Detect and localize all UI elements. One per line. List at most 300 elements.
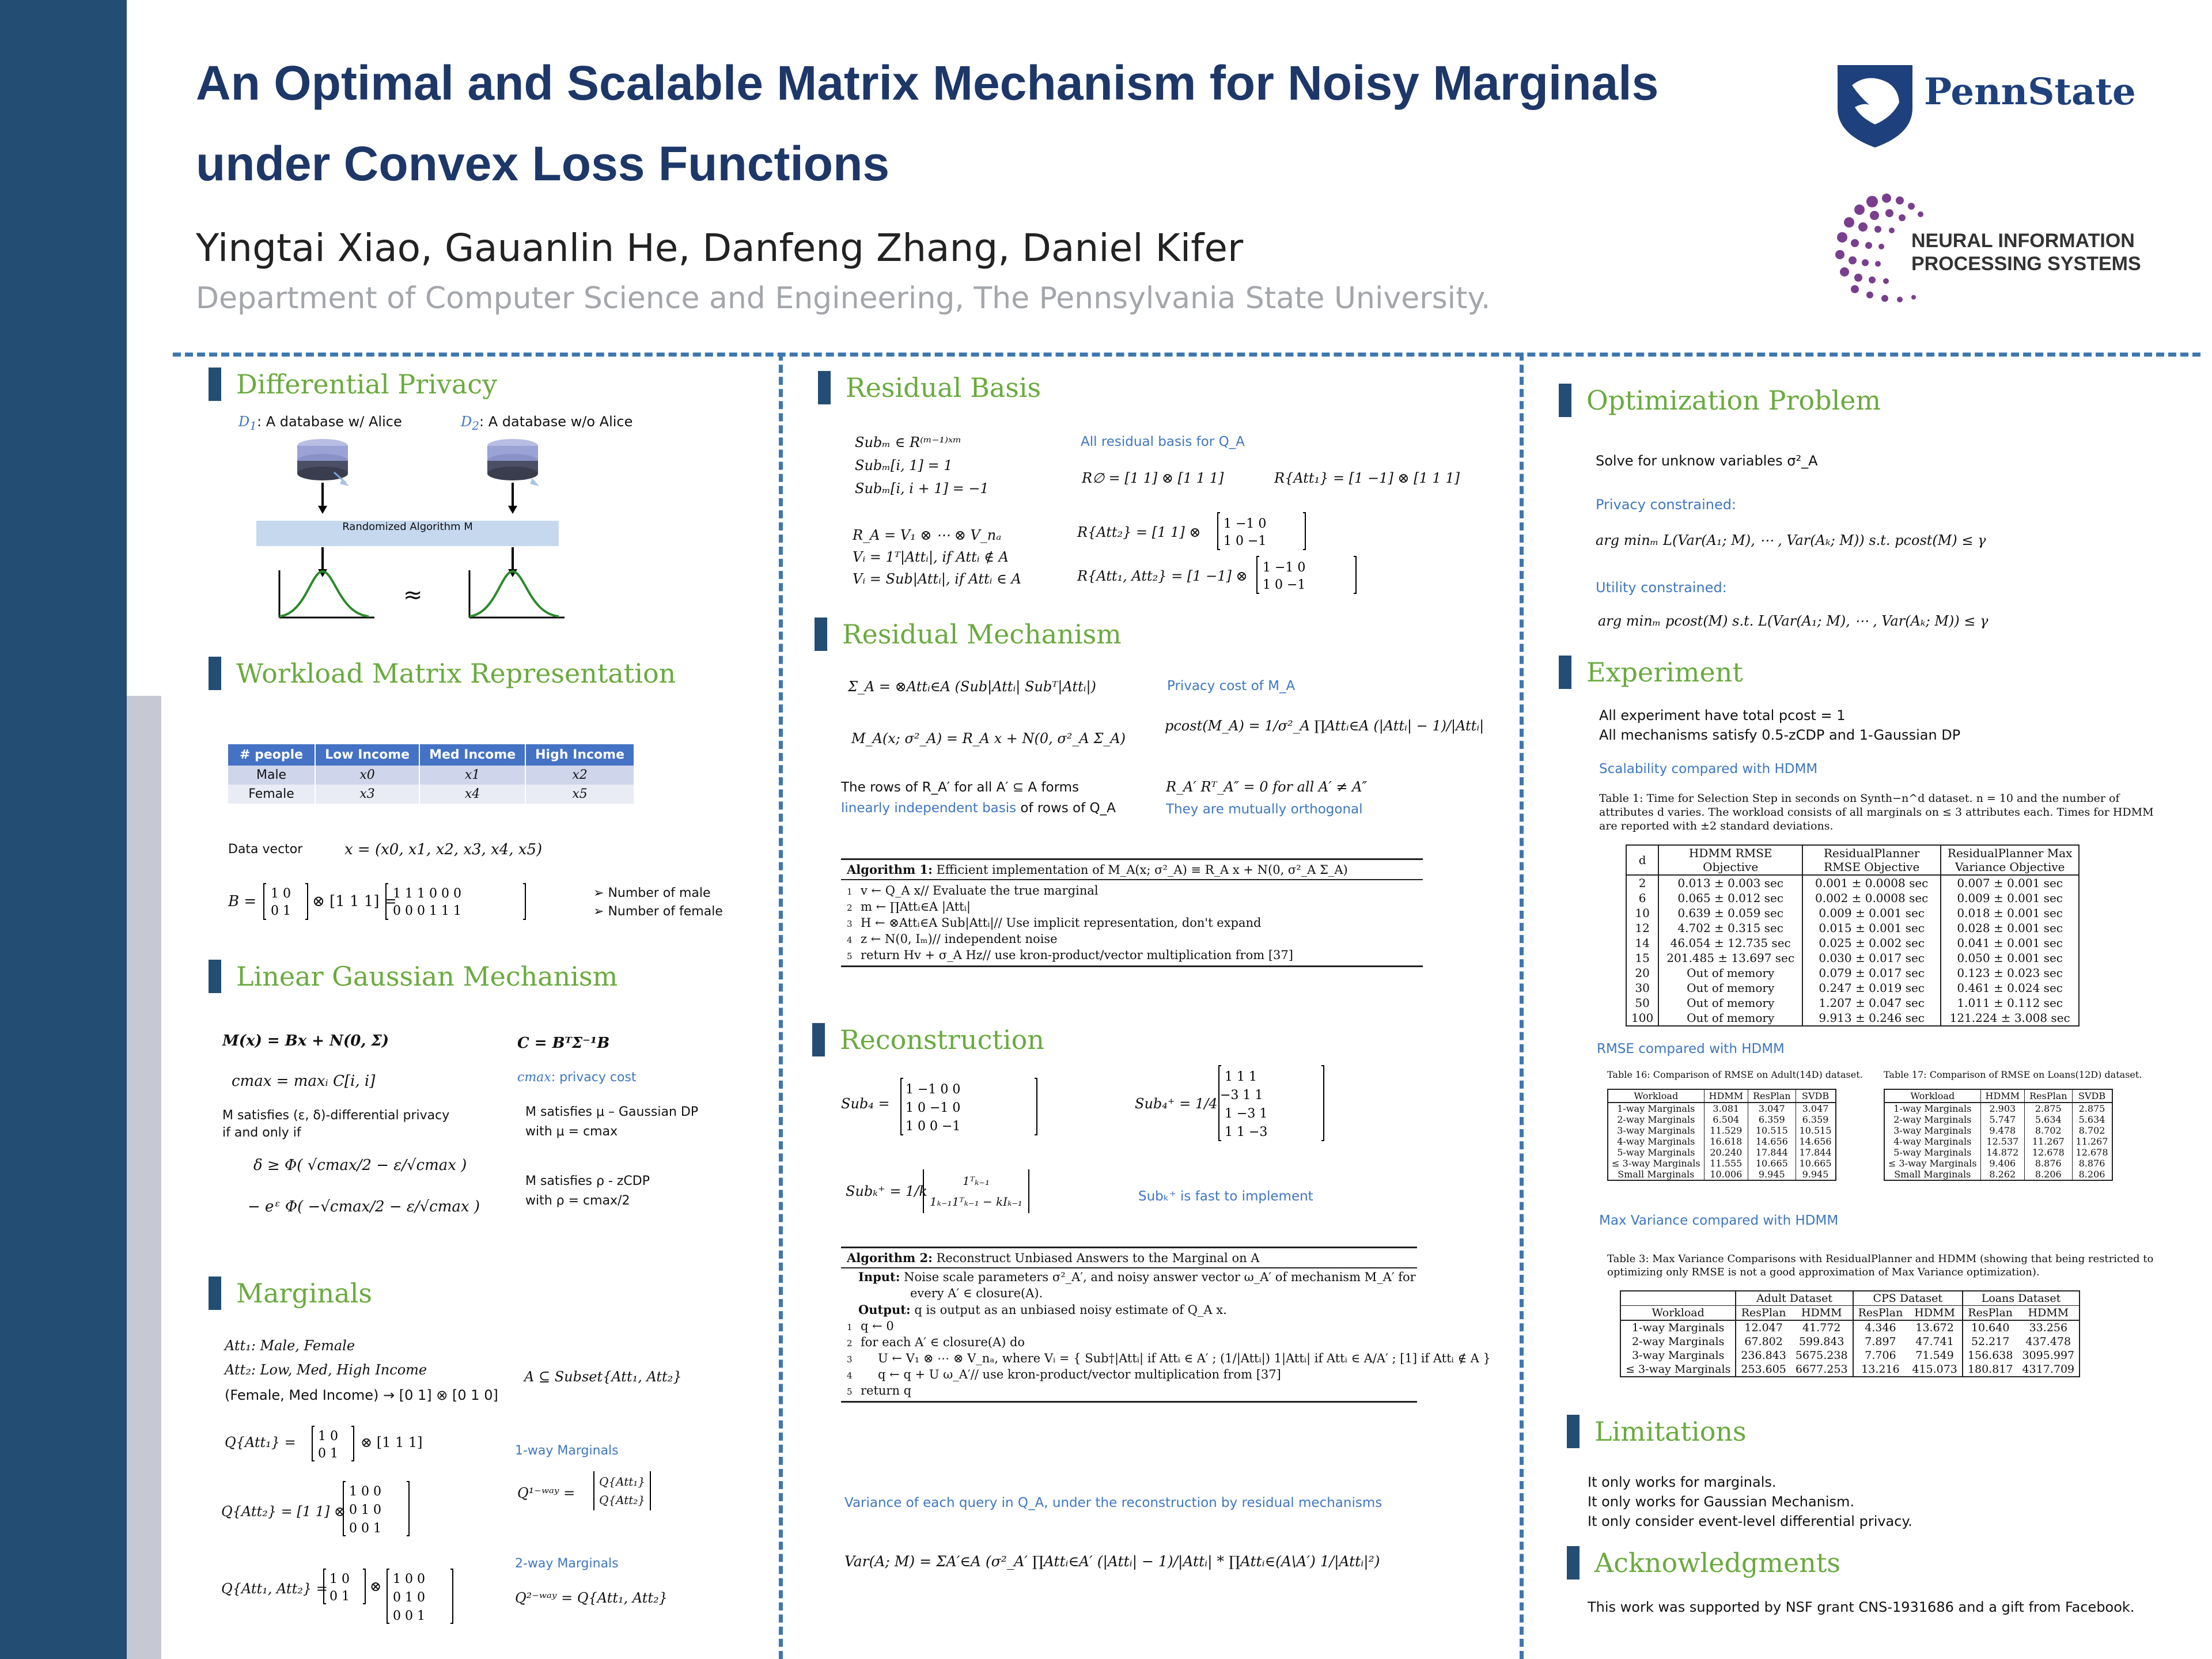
table-header-cell: ResPlan bbox=[1968, 1306, 2013, 1319]
algo2-output-label: Output: bbox=[858, 1302, 911, 1317]
utility-constrained-eq: arg minₘ pcost(M) s.t. L(Var(A₁; M), ⋯ , Var(Aₖ; M)) ≤ γ bbox=[1598, 613, 1988, 629]
svg-text:1 0 0 −1: 1 0 0 −1 bbox=[906, 1119, 961, 1134]
algo2-input: Noise scale parameters σ²_A′, and noisy answer vector ω_A′ of mechanism M_A′ for bbox=[900, 1270, 1416, 1284]
svg-text:1 0: 1 0 bbox=[329, 1572, 350, 1586]
pennstate-logo bbox=[1835, 62, 1915, 151]
d1-text: : A database w/ Alice bbox=[256, 414, 402, 430]
affiliation: Department of Computer Science and Engineering, The Pennsylvania State University. bbox=[196, 281, 1491, 316]
table-header-cell: HDMM bbox=[2028, 1306, 2069, 1319]
r-att12-eq: R{Att₁, Att₂} = [1 −1] ⊗ bbox=[1077, 568, 1248, 584]
section-marker bbox=[209, 368, 221, 401]
table-cell: 10.665 bbox=[1748, 1158, 1796, 1169]
table-cell: 9.406 bbox=[1980, 1158, 2025, 1169]
table-cell: 8.262 bbox=[1980, 1169, 2025, 1180]
workload-table bbox=[228, 744, 634, 804]
cmax-note-text: : privacy cost bbox=[551, 1070, 637, 1085]
section-lgm bbox=[209, 960, 618, 993]
table-cell: 0.065 ± 0.012 sec bbox=[1658, 891, 1802, 906]
table-cell: 1-way Marginals bbox=[1884, 1103, 1980, 1114]
algo-line-code: m ← ∏Attᵢ∈A |Attᵢ| bbox=[861, 900, 971, 914]
cmax-eq: cmax = maxᵢ C[i, i] bbox=[232, 1073, 376, 1090]
section-title: Reconstruction bbox=[840, 1024, 1044, 1055]
table-row bbox=[1620, 1349, 2080, 1362]
table-cell: Out of memory bbox=[1658, 995, 1802, 1010]
table-cell: 0.030 ± 0.017 sec bbox=[1802, 950, 1941, 965]
table-cell: 0.001 ± 0.0008 sec bbox=[1802, 875, 1941, 891]
orth-eq: R_A′ Rᵀ_A″ = 0 for all A′ ≠ A″ bbox=[1166, 779, 1368, 795]
table-cell: 415.073 bbox=[1907, 1362, 1963, 1377]
table-cell: 0.009 ± 0.001 sec bbox=[1957, 891, 2063, 905]
table-cell: 0.461 ± 0.024 sec bbox=[1957, 981, 2063, 995]
table3-header bbox=[1620, 1291, 2080, 1320]
algo-line-number: 5 bbox=[847, 951, 853, 961]
table-row bbox=[1620, 1362, 2080, 1377]
data-vector-label: Data vector bbox=[228, 842, 303, 857]
table-cell: 2.875 bbox=[2078, 1103, 2105, 1114]
svg-text:1 0 −1: 1 0 −1 bbox=[1263, 578, 1306, 592]
table-cell: 1.207 ± 0.047 sec bbox=[1802, 995, 1941, 1010]
table-header-cell: Low Income bbox=[315, 744, 419, 766]
table-cell: 156.638 bbox=[1967, 1349, 2013, 1362]
table-row bbox=[1626, 965, 2079, 980]
table-cell: 0.639 ± 0.059 sec bbox=[1658, 906, 1802, 921]
lin-indep-label: linearly independent basis bbox=[841, 801, 1017, 816]
table-cell: 8.206 bbox=[2078, 1169, 2105, 1180]
table-cell: 6677.253 bbox=[1791, 1362, 1853, 1377]
one-way-row: Q{Att₂} bbox=[599, 1493, 646, 1507]
table-cell: 14.656 bbox=[1748, 1136, 1796, 1147]
algo1-lines bbox=[841, 880, 1423, 965]
sub-definition bbox=[855, 431, 989, 500]
algo2-input-label: Input: bbox=[858, 1270, 900, 1284]
svg-text:0 1 0: 0 1 0 bbox=[349, 1503, 381, 1517]
d2-label bbox=[461, 414, 632, 433]
table-cell: 6 bbox=[1626, 891, 1658, 906]
bullet-text: Number of female bbox=[608, 904, 723, 919]
table-row bbox=[228, 785, 634, 804]
table-cell: x0 bbox=[315, 766, 419, 785]
table-header-cell: HDMM RMSE Objective bbox=[1658, 845, 1802, 875]
scalability-label: Scalability compared with HDMM bbox=[1599, 762, 1818, 777]
q-att12-lhs: Q{Att₁, Att₂} = bbox=[221, 1581, 328, 1597]
table-cell: 8.702 bbox=[2025, 1125, 2072, 1136]
svg-text:1 0 0: 1 0 0 bbox=[349, 1484, 381, 1499]
randomized-algorithm-label: Randomized Algorithm M bbox=[342, 521, 473, 533]
table-cell: 4-way Marginals bbox=[1608, 1136, 1704, 1147]
table-cell: 10.665 bbox=[1799, 1158, 1832, 1169]
table16-body bbox=[1608, 1103, 1836, 1180]
ra-line: R_A = V₁ ⊗ ⋯ ⊗ V_nₐ bbox=[853, 527, 1002, 543]
r-att2-matrix bbox=[1217, 512, 1309, 552]
table-header-cell: # people bbox=[228, 744, 315, 766]
table3-group: Adult Dataset bbox=[1736, 1291, 1853, 1306]
table-row bbox=[1608, 1125, 1836, 1136]
table-cell: 9.478 bbox=[1980, 1125, 2025, 1136]
table-cell: 17.844 bbox=[1748, 1147, 1796, 1158]
table-header-cell: ResPlan bbox=[1741, 1306, 1786, 1319]
table-cell: 0.007 ± 0.001 sec bbox=[1957, 876, 2063, 890]
table-cell: 13.672 bbox=[1907, 1320, 1963, 1335]
svg-text:0 0 1: 0 0 1 bbox=[349, 1521, 381, 1536]
column-divider-2 bbox=[1520, 353, 1524, 1659]
subk-plus-lhs: Subₖ⁺ = 1/k bbox=[846, 1183, 927, 1199]
table-cell: 1.011 ± 0.112 sec bbox=[1957, 996, 2063, 1010]
table-cell: Out of memory bbox=[1658, 980, 1802, 995]
table-cell: 10.006 bbox=[1704, 1169, 1748, 1180]
table-cell: 3.081 bbox=[1704, 1103, 1748, 1114]
table-header-cell: d bbox=[1626, 845, 1658, 875]
sub4plus-lhs: Sub₄⁺ = 1/4 bbox=[1135, 1096, 1218, 1112]
table-cell: 0.247 ± 0.019 sec bbox=[1802, 980, 1941, 995]
table-cell: 3.047 bbox=[1748, 1103, 1796, 1114]
table-cell: 6.504 bbox=[1704, 1114, 1748, 1125]
all-residual-label: All residual basis for Q_A bbox=[1081, 434, 1245, 449]
table-cell: ≤ 3-way Marginals bbox=[1884, 1158, 1980, 1169]
cmax-note bbox=[517, 1070, 637, 1085]
pennstate-wordmark: PennState bbox=[1924, 70, 2136, 113]
utility-constrained-label: Utility constrained: bbox=[1596, 579, 1727, 596]
privacy-constrained-label: Privacy constrained: bbox=[1596, 497, 1737, 513]
algo-line-number: 5 bbox=[847, 1387, 853, 1397]
table-cell: 9.913 ± 0.246 sec bbox=[1802, 1010, 1941, 1026]
section-limitations bbox=[1567, 1415, 1747, 1448]
table-cell: Out of memory bbox=[1658, 965, 1802, 980]
section-title: Acknowledgments bbox=[1594, 1547, 1840, 1578]
subk-plus-matrix bbox=[923, 1169, 1029, 1213]
algo-line-code: q ← q + U ω_A′// use kron-product/vector multiplication from [37] bbox=[878, 1368, 1281, 1381]
table-cell: 2 bbox=[1626, 875, 1658, 891]
table-cell: 14.656 bbox=[1799, 1136, 1832, 1147]
table1 bbox=[1626, 844, 2080, 1027]
algo2-input2: every A′ ∈ closure(A). bbox=[910, 1286, 1043, 1300]
zcdp-line1: M satisfies ρ - zCDP bbox=[525, 1174, 650, 1188]
bullet-male bbox=[593, 886, 711, 900]
table-row bbox=[1626, 875, 2079, 891]
arrow-bullet-icon: ➢ bbox=[593, 904, 608, 919]
data-vector-eq: x = (x0, x1, x2, x3, x4, x5) bbox=[344, 841, 543, 858]
section-marker bbox=[1559, 384, 1571, 417]
algo-line-number: 1 bbox=[847, 1322, 853, 1332]
table-row bbox=[1626, 980, 2079, 995]
algo-line-code: return Hv + σ_A Hz// use kron-product/vector multiplication from [37] bbox=[861, 948, 1293, 962]
svg-text:1 −1 0 0: 1 −1 0 0 bbox=[906, 1082, 961, 1097]
table3 bbox=[1620, 1290, 2080, 1377]
table-cell: 17.844 bbox=[1799, 1147, 1832, 1158]
table-row bbox=[1626, 1010, 2079, 1026]
table-cell: 30 bbox=[1626, 980, 1658, 995]
table-cell: 4-way Marginals bbox=[1884, 1136, 1980, 1147]
table-cell: 121.224 ± 3.008 sec bbox=[1949, 1011, 2070, 1025]
section-residual-mechanism bbox=[815, 618, 1122, 651]
table-header-cell: ResidualPlanner Max Variance Objective bbox=[1947, 846, 2073, 874]
subk-row: 1ₖ₋₁1ᵀₖ₋₁ − kIₖ₋₁ bbox=[930, 1195, 1022, 1209]
variance-label: Variance of each query in Q_A, under the reconstruction by residual mechanisms bbox=[844, 1495, 1382, 1510]
author-list: Yingtai Xiao, Gauanlin He, Danfeng Zhang, Daniel Kifer bbox=[196, 226, 1244, 270]
table-cell: 8.702 bbox=[2078, 1125, 2105, 1136]
table-cell: 0.013 ± 0.003 sec bbox=[1658, 875, 1802, 891]
table17 bbox=[1884, 1089, 2113, 1181]
table-header-cell: ResidualPlanner RMSE Objective bbox=[1802, 845, 1941, 875]
q-att2-lhs: Q{Att₂} = [1 1] ⊗ bbox=[221, 1503, 346, 1520]
algo-line-code: return q bbox=[861, 1384, 912, 1397]
table-cell: 11.267 bbox=[2025, 1136, 2072, 1147]
table-cell: 10 bbox=[1626, 906, 1658, 921]
table-cell: x1 bbox=[419, 766, 525, 785]
section-title: Residual Basis bbox=[846, 372, 1041, 403]
sub4plus-matrix bbox=[1218, 1065, 1327, 1143]
table-header-row bbox=[228, 744, 634, 766]
section-marker bbox=[818, 371, 831, 404]
table-cell: 14 bbox=[1626, 935, 1658, 950]
ma-eq: M_A(x; σ²_A) = R_A x + N(0, σ²_A Σ_A) bbox=[851, 730, 1126, 747]
table1-body bbox=[1626, 875, 2079, 1026]
algo-line-code: H ← ⊗Attᵢ∈A Sub|Attᵢ|// Use implicit representation, don't expand bbox=[861, 916, 1262, 930]
section-differential-privacy bbox=[209, 368, 497, 401]
algo2-output: q is output as an unbiased noisy estimate of Q_A x. bbox=[910, 1303, 1227, 1317]
table-cell: 50 bbox=[1626, 995, 1658, 1010]
svg-text:0 1: 0 1 bbox=[329, 1589, 350, 1604]
table-cell: 180.817 bbox=[1967, 1363, 2013, 1376]
table-cell: 2-way Marginals bbox=[1884, 1114, 1980, 1125]
gaussian-curve-icon-1 bbox=[279, 570, 374, 618]
table-row bbox=[1608, 1147, 1836, 1158]
algo-line bbox=[841, 1366, 1417, 1382]
dp-condition-line2: if and only if bbox=[222, 1126, 301, 1140]
table3-body bbox=[1620, 1320, 2080, 1377]
r-att12-matrix bbox=[1256, 555, 1359, 596]
table-cell: 8.206 bbox=[2025, 1169, 2072, 1180]
table-cell: 2.875 bbox=[2025, 1103, 2072, 1114]
table-header-cell: HDMM bbox=[1704, 1089, 1748, 1103]
section-marker bbox=[209, 657, 221, 690]
table-cell: 3095.997 bbox=[2022, 1349, 2075, 1362]
marginal-example: (Female, Med Income) → [0 1] ⊗ [0 1 0] bbox=[225, 1387, 498, 1403]
pennstate-shield-icon bbox=[1835, 62, 1915, 149]
section-title: Linear Gaussian Mechanism bbox=[236, 961, 618, 992]
table-header-cell: HDMM bbox=[1791, 1306, 1853, 1321]
algo-line bbox=[841, 931, 1423, 947]
table-cell: 20.240 bbox=[1704, 1147, 1748, 1158]
table-cell: 253.605 bbox=[1741, 1363, 1786, 1376]
opt-intro: Solve for unknow variables σ²_A bbox=[1596, 453, 1818, 469]
table-cell: 0.009 ± 0.001 sec bbox=[1802, 906, 1941, 921]
limitation-item: It only consider event-level differential privacy. bbox=[1588, 1513, 1912, 1529]
one-way-row: Q{Att₁} bbox=[599, 1475, 646, 1488]
table-header-cell: Med Income bbox=[419, 744, 525, 766]
gaussian-curve-icon-2 bbox=[469, 570, 565, 618]
table-cell: 0.050 ± 0.001 sec bbox=[1957, 951, 2063, 965]
table-cell: 2-way Marginals bbox=[1608, 1114, 1704, 1125]
table-cell: Small Marginals bbox=[1608, 1169, 1704, 1180]
svg-text:⊗: ⊗ bbox=[370, 1578, 382, 1594]
table-row bbox=[1884, 1114, 2112, 1125]
table16-caption: Table 16: Comparison of RMSE on Adult(14D) dataset. bbox=[1607, 1069, 1863, 1080]
ack-text: This work was supported by NSF grant CNS-1931686 and a gift from Facebook. bbox=[1588, 1599, 2135, 1615]
table-row bbox=[1608, 1169, 1836, 1180]
poster-title-line1: An Optimal and Scalable Matrix Mechanism for Noisy Marginals bbox=[196, 56, 1659, 110]
table-cell: 0.018 ± 0.001 sec bbox=[1957, 906, 2063, 920]
section-title: Marginals bbox=[236, 1278, 373, 1309]
table-cell: 46.054 ± 12.735 sec bbox=[1658, 935, 1802, 950]
table-row bbox=[1884, 1125, 2112, 1136]
privacy-cost-label: Privacy cost of M_A bbox=[1167, 679, 1296, 694]
algo-line bbox=[841, 915, 1423, 931]
algo-line-number: 3 bbox=[847, 1354, 853, 1365]
section-marginals bbox=[209, 1277, 372, 1310]
delta-eq2: − eᵋ Φ( −√cmax/2 − ε/√cmax ) bbox=[248, 1198, 480, 1215]
table-header-cell: SVDB bbox=[1801, 1090, 1830, 1101]
table-header-cell: ResPlan bbox=[2025, 1089, 2072, 1103]
table-cell: 599.843 bbox=[1791, 1335, 1853, 1349]
fast-label: Subₖ⁺ is fast to implement bbox=[1138, 1189, 1313, 1204]
d1-subscript: 1 bbox=[249, 418, 257, 433]
d1-label bbox=[238, 414, 402, 433]
table-header-cell: Workload bbox=[1884, 1089, 1980, 1103]
zcdp-line2: with ρ = cmax/2 bbox=[525, 1194, 630, 1208]
table-header-cell: ResPlan bbox=[1858, 1306, 1903, 1319]
two-way-eq: Q²⁻ʷᵃʸ = Q{Att₁, Att₂} bbox=[515, 1590, 668, 1606]
rows-text2 bbox=[841, 801, 1116, 816]
section-reconstruction bbox=[812, 1023, 1044, 1056]
table-cell: 0.025 ± 0.002 sec bbox=[1802, 935, 1941, 950]
sub-line: Subₘ[i, i + 1] = −1 bbox=[855, 480, 989, 497]
d2-symbol: D bbox=[461, 414, 472, 430]
table-cell: 0.015 ± 0.001 sec bbox=[1802, 921, 1941, 935]
svg-text:1 −1 0: 1 −1 0 bbox=[1263, 560, 1306, 575]
table-header-cell: HDMM bbox=[1980, 1089, 2025, 1103]
table-cell: x5 bbox=[572, 787, 588, 801]
table16-header bbox=[1608, 1089, 1836, 1103]
privacy-constrained-eq: arg minₘ L(Var(A₁; M), ⋯ , Var(Aₖ; M)) s.t. pcost(M) ≤ γ bbox=[1596, 532, 1986, 548]
svg-text:1 0 −1: 1 0 −1 bbox=[1224, 534, 1267, 548]
gdp-condition bbox=[525, 1103, 698, 1142]
section-marker bbox=[209, 1277, 221, 1310]
table-row bbox=[1884, 1158, 2112, 1169]
maxvar-label: Max Variance compared with HDMM bbox=[1599, 1213, 1839, 1228]
sub-line: Subₘ[i, 1] = 1 bbox=[855, 457, 953, 474]
svg-text:1 −3 1: 1 −3 1 bbox=[1225, 1107, 1268, 1121]
table1-header bbox=[1626, 845, 2079, 875]
svg-text:1 1 −3: 1 1 −3 bbox=[1225, 1125, 1268, 1139]
algo-line-number: 4 bbox=[847, 935, 853, 945]
table-cell: 15 bbox=[1626, 950, 1658, 965]
left-sidebar-band bbox=[0, 0, 127, 1659]
r-empty-eq: R∅ = [1 1] ⊗ [1 1 1] bbox=[1082, 470, 1224, 486]
table-row bbox=[1884, 1136, 2112, 1147]
table-cell: 3-way Marginals bbox=[1884, 1125, 1980, 1136]
d2-subscript: 2 bbox=[472, 418, 479, 433]
table-cell: 16.618 bbox=[1704, 1136, 1748, 1147]
cmax-symbol: cmax bbox=[517, 1070, 551, 1085]
table-cell: 0.028 ± 0.001 sec bbox=[1957, 921, 2063, 935]
section-marker bbox=[1567, 1415, 1580, 1448]
exp-line1: All experiment have total pcost = 1 bbox=[1599, 707, 1846, 724]
table-row bbox=[1608, 1114, 1836, 1125]
q-att2-matrix bbox=[342, 1480, 411, 1538]
algo2-lines bbox=[841, 1318, 1491, 1401]
rmse-label: RMSE compared with HDMM bbox=[1597, 1041, 1785, 1056]
table-cell: 10.640 bbox=[1971, 1321, 2010, 1334]
neurips-line1: NEURAL INFORMATION bbox=[1911, 230, 2135, 252]
svg-text:−3 1 1: −3 1 1 bbox=[1220, 1088, 1263, 1103]
table-row bbox=[1884, 1169, 2112, 1180]
algo-line bbox=[841, 1382, 1417, 1399]
algo-line-code: z ← N(0, Iₘ)// independent noise bbox=[861, 932, 1058, 946]
svg-text:1 −1 0: 1 −1 0 bbox=[1224, 517, 1267, 531]
table-header-cell: Workload bbox=[1620, 1306, 1736, 1321]
table-cell: 437.478 bbox=[2025, 1335, 2071, 1348]
limitation-item: It only works for Gaussian Mechanism. bbox=[1588, 1494, 1855, 1510]
table-cell: 2.903 bbox=[1980, 1103, 2025, 1114]
table1-caption: Table 1: Time for Selection Step in seconds on Synth−n^d dataset. n = 10 and the number of attributes d varies. The workload consists of all marginals on ≤ 3 attributes each. Times for HDMM are reported with ±2 standard deviations. bbox=[1599, 792, 2154, 832]
table-cell: x2 bbox=[572, 768, 588, 782]
algo1-label: Algorithm 1: bbox=[847, 862, 933, 877]
table-cell: 4.346 bbox=[1865, 1321, 1896, 1334]
r-att2-eq: R{Att₂} = [1 1] ⊗ bbox=[1077, 524, 1201, 540]
table-cell: 5.634 bbox=[2078, 1114, 2105, 1125]
table-header-row bbox=[1620, 1306, 2080, 1321]
table-cell: 2-way Marginals bbox=[1620, 1335, 1736, 1349]
d2-text: : A database w/o Alice bbox=[479, 414, 633, 430]
table-cell: 0.002 ± 0.0008 sec bbox=[1802, 891, 1941, 906]
algo-line bbox=[841, 1334, 1417, 1350]
database-icon-1 bbox=[297, 439, 349, 486]
table-header-row bbox=[1608, 1089, 1836, 1103]
table-cell: Male bbox=[228, 766, 315, 785]
svg-text:0 0 0 1 1 1: 0 0 0 1 1 1 bbox=[393, 904, 461, 918]
lgm-eq-m: M(x) = Bx + N(0, Σ) bbox=[222, 1032, 389, 1050]
b-eq-mid: ⊗ [1 1 1] = bbox=[312, 893, 397, 910]
table-cell: 12.678 bbox=[2025, 1147, 2072, 1158]
algo1-title: Efficient implementation of M_A(x; σ²_A) ≡ R_A x + N(0, σ²_A Σ_A) bbox=[932, 863, 1348, 877]
table3-group: Loans Dataset bbox=[1981, 1292, 2061, 1305]
table-cell: 6.359 bbox=[1802, 1114, 1829, 1125]
section-title: Optimization Problem bbox=[1586, 385, 1881, 416]
two-way-label: 2-way Marginals bbox=[515, 1556, 619, 1571]
table-cell: 5.747 bbox=[1980, 1114, 2025, 1125]
b-matrix-eq bbox=[263, 881, 533, 922]
table17-body bbox=[1884, 1103, 2112, 1180]
variance-eq: Var(A; M) = ΣA′∈A (σ²_A′ ∏Attᵢ∈A′ (|Attᵢ| − 1)/|Attᵢ| * ∏Attᵢ∈(A\A′) 1/|Attᵢ|²) bbox=[844, 1553, 1380, 1570]
one-way-label: 1-way Marginals bbox=[515, 1444, 619, 1458]
limitations-list bbox=[1588, 1472, 1912, 1531]
table-cell: 7.706 bbox=[1865, 1349, 1896, 1362]
table-cell: 12 bbox=[1626, 921, 1658, 935]
section-title: Experiment bbox=[1586, 657, 1743, 688]
table-cell: 1-way Marginals bbox=[1608, 1103, 1704, 1114]
section-optimization bbox=[1559, 384, 1881, 417]
table-cell: 12.047 bbox=[1744, 1321, 1783, 1334]
table-cell: 10.515 bbox=[1748, 1125, 1796, 1136]
table-row bbox=[228, 766, 634, 785]
neurips-wordmark bbox=[1911, 229, 2141, 275]
header-divider bbox=[173, 353, 2200, 357]
zcdp-condition bbox=[525, 1172, 650, 1211]
left-sidebar-accent bbox=[127, 696, 161, 1659]
algo-line bbox=[841, 1318, 1417, 1334]
algo-line bbox=[841, 899, 1423, 915]
exp-line2: All mechanisms satisfy 0.5-zCDP and 1-Gaussian DP bbox=[1599, 727, 1961, 743]
table-cell: Out of memory bbox=[1658, 1010, 1802, 1026]
table3-caption: Table 3: Max Variance Comparisons with ResidualPlanner and HDMM (showing that being restricted to optimizing only RMSE is not a good approximation of Max Variance optimization). bbox=[1607, 1253, 2154, 1278]
algo-line-number: 2 bbox=[847, 1338, 853, 1349]
pcost-eq: pcost(M_A) = 1/σ²_A ∏Attᵢ∈A (|Attᵢ| − 1)/|Attᵢ| bbox=[1165, 718, 1484, 734]
poster-title-line2: under Convex Loss Functions bbox=[196, 137, 890, 191]
table-cell: 3.047 bbox=[1802, 1103, 1829, 1114]
algo-line bbox=[841, 947, 1423, 963]
table-cell: 10.515 bbox=[1799, 1125, 1832, 1136]
table-row bbox=[1626, 950, 2079, 965]
